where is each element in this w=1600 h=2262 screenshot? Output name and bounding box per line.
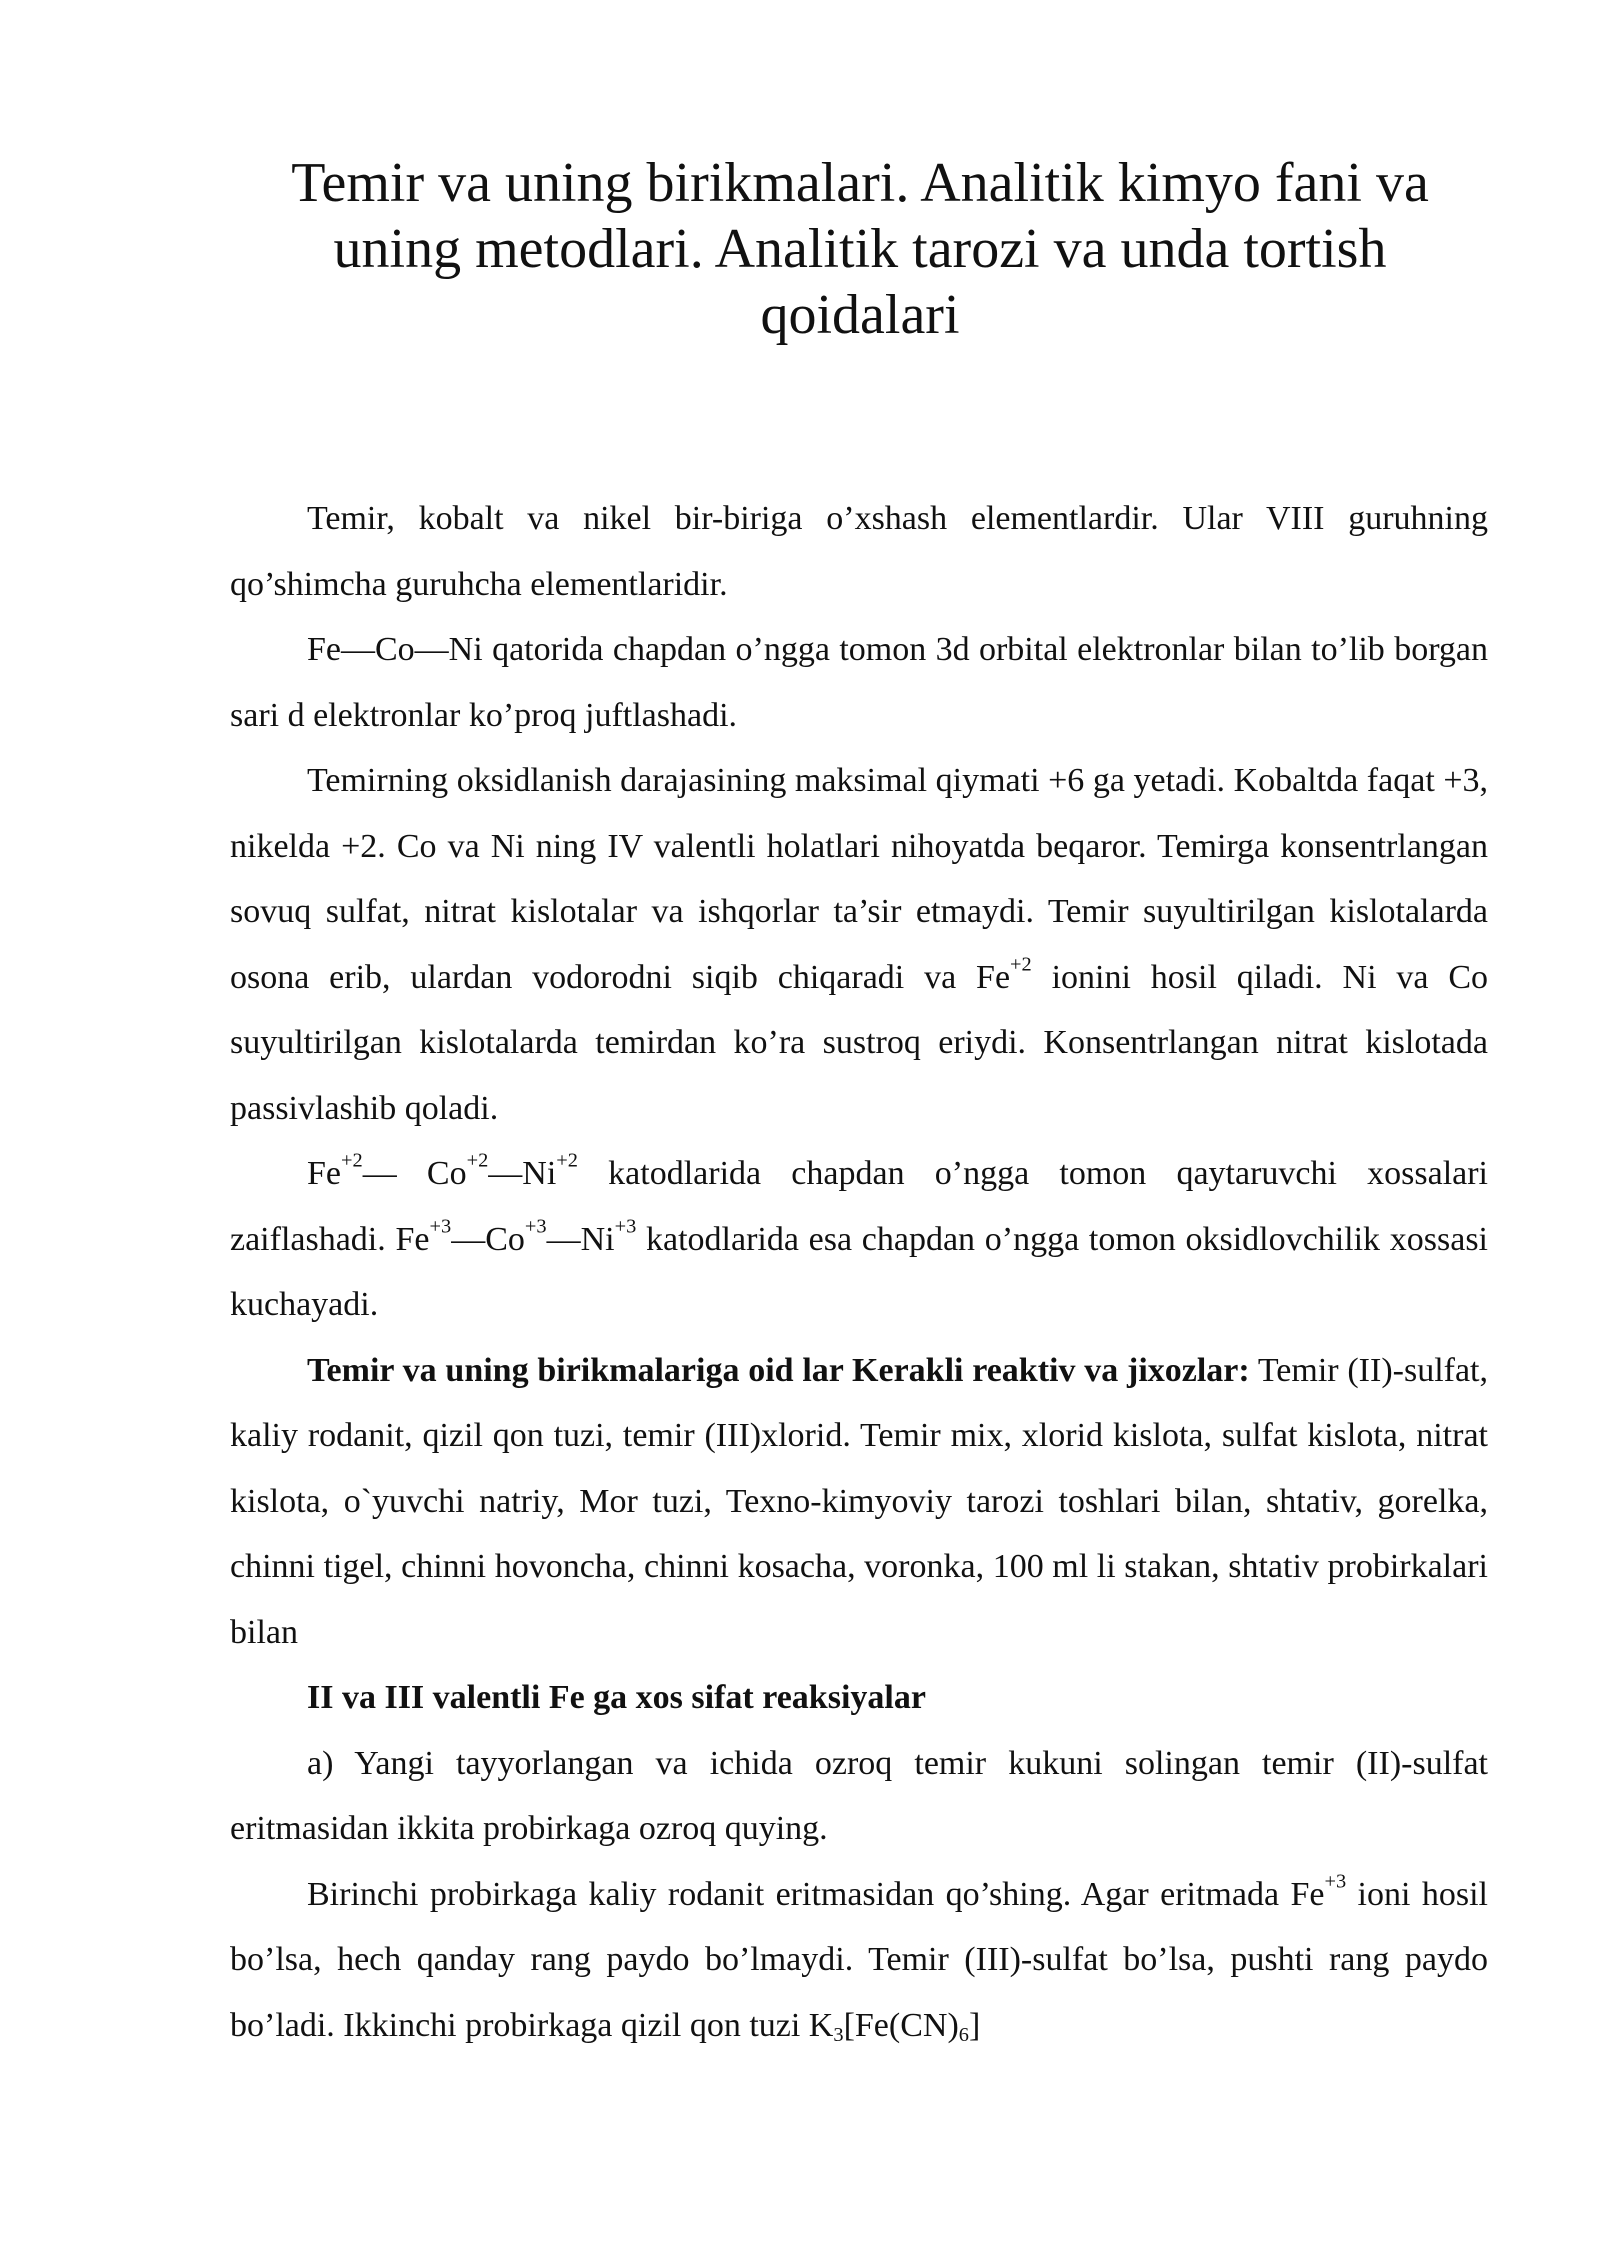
separator-co: — Co [362, 1155, 467, 1192]
co3-charge-superscript: +3 [524, 1215, 547, 1238]
separator-co3: —Co [451, 1220, 525, 1258]
section-heading [230, 1665, 1488, 1731]
k-subscript: 3 [833, 2023, 844, 2046]
fe3-charge-superscript: +3 [429, 1215, 452, 1238]
paragraph-4-text-b: katodlarida esa chapdan o’ngga tomon oksidlovchilik xossasi kuchayadi. [230, 1220, 1488, 1323]
fe-symbol: Fe [307, 1155, 341, 1192]
co-charge-superscript: +2 [466, 1149, 489, 1172]
separator-ni: —Ni [488, 1155, 557, 1192]
paragraph-4 [230, 1141, 1488, 1338]
fe3-charge-superscript: +3 [1324, 1870, 1347, 1893]
paragraph-3-text-a: Temirning oksidlanish darajasining maksimal qiymati +6 ga yetadi. Kobaltda faqat +3, nikelda +2. Co va Ni ning IV valentli holatlari nihoyatda beqaror. Temirga konsentrlangan sovuq sulfat, nitrat kislotalar va ishqorlar ta’sir etmaydi. Temir suyultirilgan kislotalarda osona erib, ulardan vodorodni siqib chiqaradi va Fe [230, 762, 1488, 996]
section-heading-text: II va III valentli Fe ga xos sifat reaksiyalar [307, 1679, 926, 1716]
paragraph-3-text-b: ionini hosil qiladi. Ni va Co suyultirilgan kislotalarda temirdan ko’ra sustroq eriydi. Konsentrlangan nitrat kislotada passivlashib qoladi. [230, 958, 1488, 1127]
paragraph-5 [230, 1338, 1488, 1666]
separator-ni3: —Ni [546, 1220, 615, 1258]
cn-subscript: 6 [958, 2023, 969, 2046]
paragraph-8-text-a: Birinchi probirkaga kaliy rodanit eritmasidan qo’shing. Agar eritmada Fe [307, 1875, 1325, 1913]
paragraph-8-text-b: ioni hosil bo’lsa, hech qanday rang paydo bo’lmaydi. Temir (III)-sulfat bo’lsa, pushti rang paydo bo’ladi. Ikkinchi probirkaga qizil qon tuzi K [230, 1875, 1488, 2044]
ni3-charge-superscript: +3 [614, 1215, 637, 1238]
paragraph-1: Temir, kobalt va nikel bir-biriga o’xshash elementlardir. Ular VIII guruhning qo’shimcha guruhcha elementlaridir. [230, 500, 1488, 603]
paragraph-2: Fe—Co—Ni qatorida chapdan o’ngga tomon 3d orbital elektronlar bilan to’lib borgan sari d elektronlar ko’proq juftlashadi. [230, 631, 1488, 734]
paragraph-8 [230, 1862, 1488, 2059]
fe-charge-superscript: +2 [1010, 953, 1032, 976]
page-title: Temir va uning birikmalari. Analitik kimyo fani va uning metodlari. Analitik tarozi va unda tortish qoidalari [291, 152, 1429, 346]
document-body [230, 486, 1488, 2058]
equipment-heading: Temir va uning birikmalariga oid lar Kerakli reaktiv va jixozlar: [307, 1351, 1250, 1389]
paragraph-4-text-a: katodlarida chapdan o’ngga tomon qaytaruvchi xossalari zaiflashadi. Fe [230, 1155, 1488, 1258]
ni-charge-superscript: +2 [556, 1149, 578, 1172]
equipment-list: Temir (II)-sulfat, kaliy rodanit, qizil qon tuzi, temir (III)xlorid. Temir mix, xlorid kislota, sulfat kislota, nitrat kislota, o`yuvchi natriy, Mor tuzi, Texno-kimyoviy tarozi toshlari bilan, shtativ, gorelka, chinni tigel, chinni hovoncha, chinni kosacha, voronka, 100 ml li stakan, shtativ probirkalari bilan [230, 1351, 1488, 1651]
paragraph-7: a) Yangi tayyorlangan va ichida ozroq temir kukuni solingan temir (II)-sulfat eritmasidan ikkita probirkaga ozroq quying. [230, 1744, 1488, 1847]
paragraph-3 [230, 748, 1488, 1141]
fe-charge-superscript: +2 [341, 1149, 363, 1172]
paragraph-8-text-c: [Fe(CN) [843, 2006, 959, 2044]
paragraph-8-text-d: ] [968, 2006, 981, 2044]
